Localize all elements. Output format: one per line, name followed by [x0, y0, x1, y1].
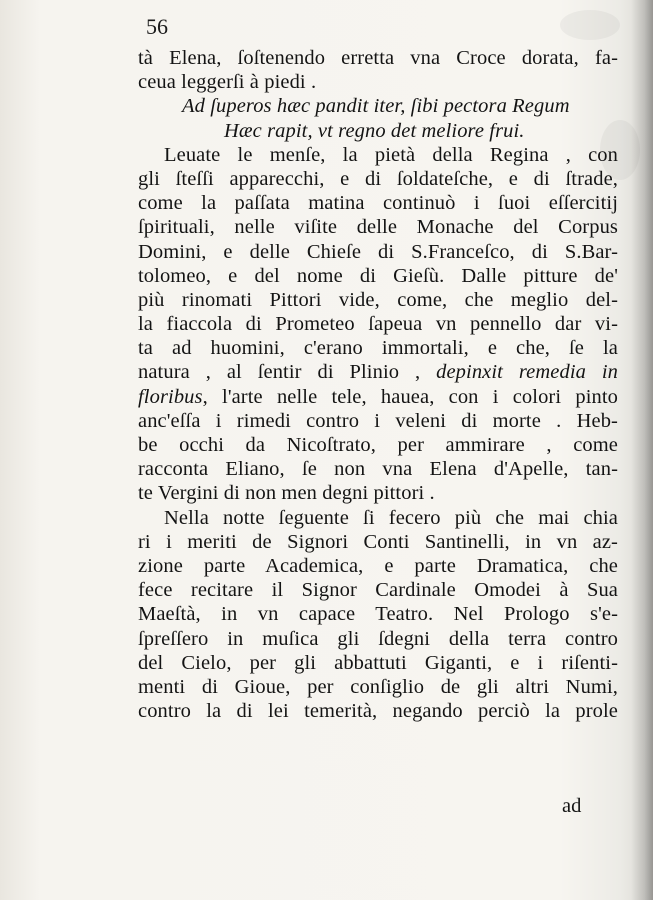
text-line-mixed [138, 385, 618, 409]
text-line: ſpirituali, nelle viſite delle Monache del Corpus [138, 216, 618, 239]
text-line: Maeſtà, in vn capace Teatro. Nel Prologo s'e- [138, 603, 618, 626]
page-smudge [560, 10, 620, 40]
text-line: la fiaccola di Prometeo ſapeua vn pennello dar vi- [138, 313, 618, 336]
verse-line: Hæc rapit, vt regno det meliore frui. [224, 119, 525, 142]
page-number: 56 [146, 14, 168, 39]
text-line: ta ad huomini, c'erano immortali, e che, ſe la [138, 337, 618, 360]
text-line: come la paſſata matina continuò i ſuoi eſſercitij [138, 192, 618, 215]
latin-quote: floribus [138, 385, 203, 408]
latin-quote: depinxit remedia in [436, 361, 619, 384]
text-line: gli ſteſſi apparecchi, e di ſoldateſche, e di ſtrade, [138, 167, 618, 190]
text-line: ſpreſſero in muſica gli ſdegni della terra contro [138, 627, 618, 650]
book-gutter [631, 0, 653, 900]
text-line: tà Elena, ſoſtenendo erretta vna Croce dorata, fa- [138, 47, 618, 69]
text-fragment: natura , al ſentir di Plinio , [138, 361, 421, 384]
text-line: racconta Eliano, ſe non vna Elena d'Apelle, tan- [138, 458, 618, 481]
text-fragment: , l'arte nelle tele, hauea, con i colori pinto [202, 385, 618, 408]
text-line: anc'eſſa i rimedi contro i veleni di morte . Heb- [138, 409, 618, 432]
text-line: più rinomati Pittori vide, come, che meglio del- [138, 288, 618, 311]
verse-line: Ad ſuperos hæc pandit iter, ſibi pectora Regum [182, 95, 570, 118]
body-text [138, 46, 618, 723]
text-line: Domini, e delle Chieſe di S.Franceſco, di S.Bar- [138, 240, 618, 263]
text-line: zione parte Academica, e parte Dramatica, che [138, 554, 618, 577]
text-line: ri i meriti de Signori Conti Santinelli, in vn az- [138, 530, 618, 553]
text-line: Leuate le menſe, la pietà della Regina , con [164, 143, 618, 166]
text-line: ceua leggerſi à piedi . [138, 71, 317, 94]
text-line-mixed [138, 360, 618, 384]
text-line: te Vergini di non men degni pittori . [138, 482, 435, 505]
text-line: fece recitare il Signor Cardinale Omodei à Sua [138, 579, 618, 602]
text-line: tolomeo, e del nome di Gieſù. Dalle pitture de' [138, 264, 618, 287]
text-line: del Cielo, per gli abbattuti Giganti, e i riſenti- [138, 651, 618, 674]
text-line: menti di Gioue, per conſiglio de gli altri Numi, [138, 675, 618, 698]
text-line: contro la di lei temerità, negando perciò la prole [138, 700, 618, 723]
catchword: ad [562, 795, 582, 817]
text-line: be occhi da Nicoſtrato, per ammirare , come [138, 434, 618, 456]
text-line: Nella notte ſeguente ſi fecero più che mai chia [164, 506, 618, 529]
